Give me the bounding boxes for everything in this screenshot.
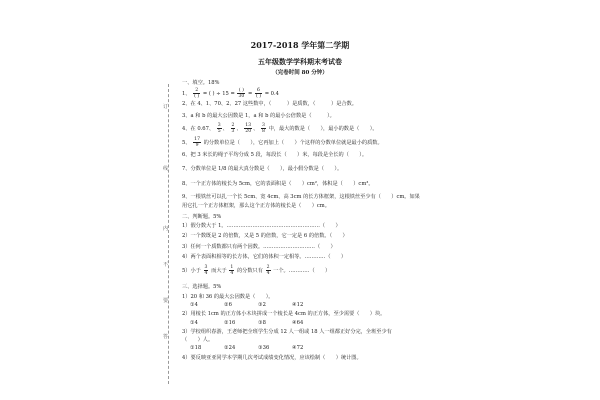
- question-1-1: 1、 $\frac{2}{( )}$ = ( ) ÷ 15 = $\frac{( )}{30}$ = $\frac{6}{( )}$ = 0.4: [182, 88, 279, 99]
- fraction: $\frac{2}{3}$: [231, 123, 235, 134]
- margin-tag: 线: [163, 166, 169, 172]
- judge-item-5: 5）小于 $\frac{3}{4}$ 而大于 $\frac{1}{4}$ 的分数只有 $\frac{2}{4}$ 一个。…………（ ）: [182, 265, 331, 276]
- fraction: $\frac{13}{20}$: [245, 123, 252, 134]
- question-1-4: 4、在 0.67、 $\frac{3}{5}$ 、 $\frac{2}{3}$ 、 $\frac{13}{20}$ 、 $\frac{3}{8}$ 中，最大的数是（ ），最小的数是（ ）。: [182, 123, 378, 134]
- question-1-9-cont: 用它扎一个正方体框架，那么这个正方体的棱长是（ ）cm。: [182, 203, 330, 209]
- choice-options-3: ①18 ②24 ③36 ④72: [190, 345, 304, 351]
- exam-time-note: （完卷时间 80 分钟）: [272, 70, 328, 76]
- question-1-3: 3、a 和 b 的最大公因数是 1，a 和 b 的最小公倍数是（ ）。: [182, 113, 335, 119]
- question-1-8: 8、一个正方体的棱长为 5cm，它的表面积是（ ）cm²，体积是（ ）cm³。: [182, 181, 374, 187]
- margin-tag: 订: [163, 104, 169, 110]
- fraction: $\frac{3}{8}$: [261, 123, 265, 134]
- margin-tag: 答: [163, 334, 169, 340]
- question-1-7: 7、分数单位是 1/8 的最大真分数是（ ），最小假分数是（ ）。: [182, 166, 343, 172]
- choice-question-2: 2）用棱长 1cm 的正方体小木块拼成一个棱长是 4cm 的正方体，至少需要（ ）块。: [182, 311, 386, 317]
- choice-question-3: 3）学校组织春游，王老师把全班学生分成 12 人一组或 18 人一组都正好分完，全班至少有: [182, 329, 392, 335]
- binding-margin-line: [168, 84, 169, 384]
- question-1-5: 5、 $\frac{17}{9}$ 的分数单位是（ ），它再加上（ ）个这样的分数单位就是最小的质数。: [182, 137, 383, 148]
- margin-tag: 要: [163, 298, 169, 304]
- fraction: $\frac{1}{4}$: [230, 265, 234, 276]
- margin-tag: 不: [163, 262, 169, 268]
- fraction: $\frac{6}{( )}$: [255, 88, 262, 99]
- q-number: 1、: [182, 91, 191, 97]
- judge-item-2: 2）一个数既是 2 的倍数，又是 5 的倍数，它一定是 6 的倍数。（ ）: [182, 233, 348, 239]
- judge-item-3: 3）任何一个质数都只有两个因数。…………………………（ ）: [182, 244, 336, 250]
- fraction: $\frac{2}{( )}$: [194, 88, 200, 99]
- margin-tag: 内: [163, 226, 169, 232]
- section1-heading: 一、填空。18%: [182, 80, 220, 86]
- choice-options-2: ①4 ②16 ③8 ④64: [190, 320, 304, 326]
- choice-question-4: 4）要反映亚亚同学本学期几次考试成绩变化情况，应该绘制（ ）统计图。: [182, 355, 362, 361]
- choice-options-1: ①4 ②6 ③2 ④12: [190, 302, 304, 308]
- question-1-6: 6、把 3 米长的绳子平均分成 5 段，每段长（ ）米，每段是全长的（ ）。: [182, 152, 368, 158]
- judge-item-1: 1）假分数大于 1。………………………………………………（ ）: [182, 223, 341, 229]
- choice-question-3-cont: （ ）人。: [182, 337, 214, 343]
- exam-term-title: 2017-2018 学年第二学期: [250, 40, 350, 50]
- choice-question-1: 1）20 和 36 的最大公因数是（ ）。: [182, 294, 274, 300]
- fraction: $\frac{2}{4}$: [266, 265, 270, 276]
- judge-item-4: 4）两个表面积相等的长方体，它们的体积一定相等。…………（ ）: [182, 254, 347, 260]
- exam-subject-title: 五年级数学学科期末考试卷: [258, 57, 342, 66]
- section2-heading: 二、判断题。5%: [182, 214, 222, 220]
- question-1-9: 9、一根铁丝可以扎一个长 5cm、宽 4cm、高 3cm 的长方体框架，这根铁丝至少有（ ）cm。如果: [182, 194, 420, 200]
- question-1-2: 2、在 4、1、70、2、27 这些数中，（ ）是质数，（ ）是合数。: [182, 101, 357, 107]
- section3-heading: 三、选择题。5%: [182, 284, 222, 290]
- fraction: $\frac{( )}{30}$: [238, 88, 245, 99]
- fraction: $\frac{17}{9}$: [194, 137, 201, 148]
- fraction: $\frac{3}{5}$: [217, 123, 221, 134]
- fraction: $\frac{3}{4}$: [204, 265, 208, 276]
